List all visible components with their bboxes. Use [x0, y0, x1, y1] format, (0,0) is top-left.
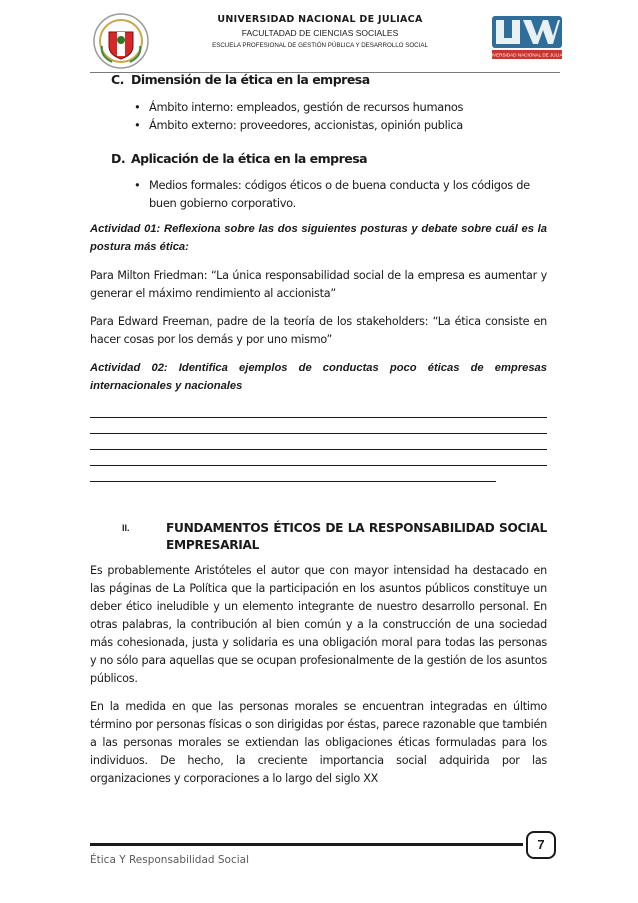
- activity-1: Actividad 01: Reflexiona sobre las dos siguientes posturas y debate sobre cuál es la postura más ética:: [90, 223, 547, 253]
- school-name: ESCUELA PROFESIONAL DE GESTIÓN PÚBLICA Y DESARROLLO SOCIAL: [212, 42, 428, 49]
- page-header: [0, 8, 638, 70]
- university-seal-logo: [92, 12, 150, 70]
- footer-divider: [90, 843, 523, 846]
- list-item: • Ámbito interno: empleados, gestión de recursos humanos: [90, 98, 547, 116]
- section-ii-title: FUNDAMENTOS ÉTICOS DE LA RESPONSABILIDAD SOCIAL EMPRESARIAL: [166, 521, 547, 552]
- logo-caption: UNIVERSIDAD NACIONAL DE JULIACA: [485, 52, 569, 58]
- friedman-quote: Para Milton Friedman: “La única responsabilidad social de la empresa es aumentar y generar el máximo rendimiento al accionista”: [90, 269, 547, 300]
- answer-lines: [90, 417, 547, 482]
- section-c-list: [90, 98, 547, 134]
- section-d-list: [90, 176, 547, 212]
- section-c-title: C. Dimensión de la ética en la empresa: [111, 72, 370, 87]
- list-item: • Ámbito externo: proveedores, accionistas, opinión publica: [90, 116, 547, 134]
- section-ii-heading: [90, 520, 547, 554]
- activity-2: Actividad 02: Identifica ejemplos de conductas poco éticas de empresas internacionales y nacionales: [90, 362, 547, 392]
- list-item: • Medios formales: códigos éticos o de buena conducta y los códigos de buen gobierno corporativo.: [90, 176, 547, 212]
- unaj-logo: [485, 12, 569, 62]
- page-number-badge: 7: [526, 831, 556, 859]
- university-name: UNIVERSIDAD NACIONAL DE JULIACA: [217, 14, 423, 25]
- answer-line[interactable]: [90, 449, 547, 450]
- paragraph-personas-morales: En la medida en que las personas morales se encuentran integradas en último término por personas físicas o son dirigidas por éstas, parece razonable que también a las personas morales se extiendan las obligaciones éticas formuladas para los individuos. De hecho, la creciente importancia social adquirida por las organizaciones y corporaciones a lo largo del siglo XX: [90, 700, 547, 785]
- freeman-quote: Para Edward Freeman, padre de la teoría de los stakeholders: “La ética consiste en hacer cosas por los demás y por uno mismo”: [90, 315, 547, 346]
- answer-line[interactable]: [90, 481, 496, 482]
- paragraph-aristoteles: Es probablemente Aristóteles el autor que con mayor intensidad ha destacado en las páginas de La Política que la participación en los asuntos públicos constituye un deber ético ineludible y un elemento integrante de nuestro desarrollo personal. En otras palabras, la contribución al bien común y a la construcción de una sociedad más cohesionada, justa y solidaria es una obligación moral para todas las personas y no sólo para aquellas que se ocupan profesionalmente de la gestión de los asuntos públicos.: [90, 564, 547, 685]
- footer-course-title: Ética Y Responsabilidad Social: [90, 854, 250, 866]
- answer-line[interactable]: [90, 433, 547, 434]
- page-content: [90, 72, 547, 788]
- section-ii-number: II.: [122, 523, 130, 533]
- faculty-name: FACULTADAD DE CIENCIAS SOCIALES: [241, 28, 399, 38]
- answer-line[interactable]: [90, 417, 547, 418]
- answer-line[interactable]: [90, 465, 547, 466]
- section-d-title: D. Aplicación de la ética en la empresa: [111, 151, 368, 166]
